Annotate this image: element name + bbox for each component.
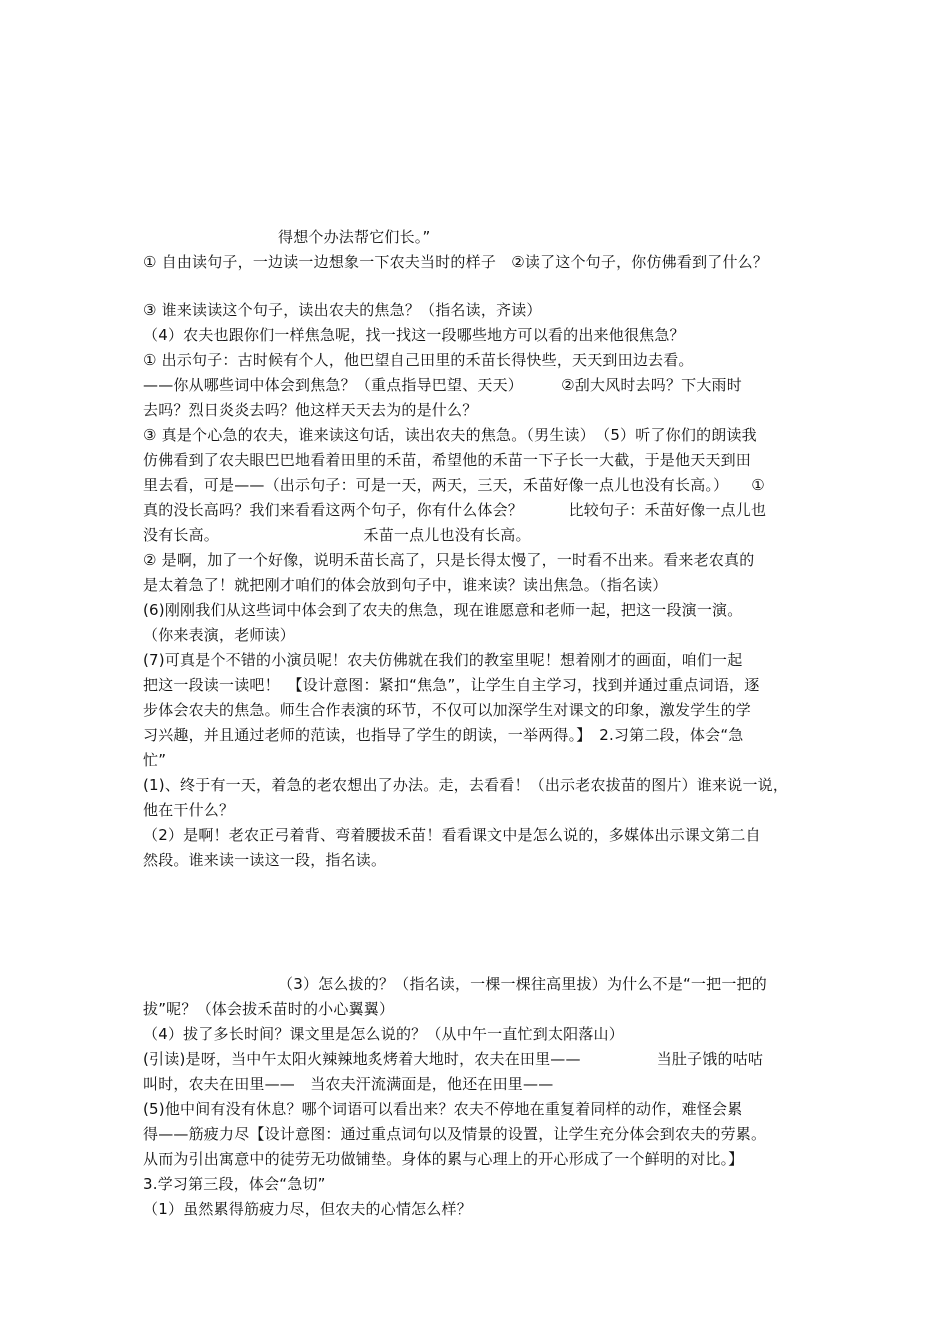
text-line: 得想个办法帮它们长。”	[278, 228, 431, 246]
text-line: ① 出示句子：古时候有个人，他巴望自己田里的禾苗长得快些，天天到田边去看。	[143, 351, 694, 369]
text-line: 叫时，农夫在田里—— 当农夫汗流满面是，他还在田里——	[143, 1075, 554, 1093]
text-line: 得——筋疲力尽【设计意图：通过重点词句以及情景的设置，让学生充分体会到农夫的劳累。	[143, 1125, 767, 1143]
text-line: ② 是啊，加了一个好像，说明禾苗长高了，只是长得太慢了，一时看不出来。看来老农真的	[143, 551, 755, 569]
text-line: 去吗？烈日炎炎去吗？他这样天天去为的是什么？	[143, 401, 478, 419]
text-line: ③ 谁来读读这个句子，读出农夫的焦急？（指名读，齐读）	[143, 301, 542, 319]
text-line: ——你从哪些词中体会到焦急？（重点指导巴望、天天） ②刮大风时去吗？下大雨时	[143, 376, 742, 394]
text-line: （1）虽然累得筋疲力尽，但农夫的心情怎么样？	[143, 1200, 472, 1218]
text-line: ③ 真是个心急的农夫，谁来读这句话，读出农夫的焦急。（男生读） （5）听了你们的朗读我	[143, 426, 757, 444]
text-line: 是太着急了！就把刚才咱们的体会放到句子中，谁来读？读出焦急。（指名读）	[143, 576, 668, 594]
text-line: 然段。谁来读一读这一段，指名读。	[143, 851, 387, 869]
text-line: 3.学习第三段，体会“急切”	[143, 1175, 326, 1193]
text-line: 步体会农夫的焦急。师生合作表演的环节，不仅可以加深学生对课文的印象，激发学生的学	[143, 701, 752, 719]
text-line: 他在干什么？	[143, 801, 235, 819]
text-line: 习兴趣，并且通过老师的范读，也指导了学生的朗读，一举两得。】 2.习第二段，体会“急	[143, 726, 744, 744]
text-line: （你来表演，老师读）	[143, 626, 296, 644]
text-line: （4）拔了多长时间？课文里是怎么说的？（从中午一直忙到太阳落山）	[143, 1025, 624, 1043]
text-line: 没有长高。 禾苗一点儿也没有长高。	[143, 526, 531, 544]
text-line: 拔”呢？（体会拔禾苗时的小心翼翼）	[143, 1000, 395, 1018]
text-line: 仿佛看到了农夫眼巴巴地看着田里的禾苗，希望他的禾苗一下子长一大截，于是他天天到田	[143, 451, 752, 469]
text-line: (7)可真是个不错的小演员呢！农夫仿佛就在我们的教室里呢！想着刚才的画面，咱们一起	[143, 651, 743, 669]
text-line: 里去看，可是——（出示句子：可是一天，两天，三天，禾苗好像一点儿也没有长高。） ①	[143, 476, 765, 494]
text-line: 从而为引出寓意中的徒劳无功做铺垫。身体的累与心理上的开心形成了一个鲜明的对比。】	[143, 1150, 744, 1168]
text-line: (引读)是呀，当中午太阳火辣辣地炙烤着大地时，农夫在田里—— 当肚子饿的咕咕	[143, 1050, 764, 1068]
text-line: （3）怎么拔的？（指名读，一棵一棵往高里拔）为什么不是“一把一把的	[278, 975, 767, 993]
text-line: （4）农夫也跟你们一样焦急呢，找一找这一段哪些地方可以看的出来他很焦急？	[143, 326, 685, 344]
text-line: 忙”	[143, 751, 167, 769]
text-line: (5)他中间有没有休息？哪个词语可以看出来？农夫不停地在重复着同样的动作，难怪会累	[143, 1100, 743, 1118]
text-line: ① 自由读句子，一边读一边想象一下农夫当时的样子 ②读了这个句子，你仿佛看到了什么？	[143, 253, 769, 271]
text-line: （2）是啊！老农正弓着背、弯着腰拔禾苗！看看课文中是怎么说的，多媒体出示课文第二自	[143, 826, 761, 844]
text-line: (1)、终于有一天，着急的老农想出了办法。走，去看看！（出示老农拔苗的图片）谁来说一说，	[143, 776, 789, 794]
text-line: (6)刚刚我们从这些词中体会到了农夫的焦急，现在谁愿意和老师一起，把这一段演一演。	[143, 601, 743, 619]
text-line: 真的没长高吗？我们来看看这两个句子，你有什么体会？ 比较句子：禾苗好像一点儿也	[143, 501, 767, 519]
text-line: 把这一段读一读吧！ 【设计意图：紧扣“焦急”，让学生自主学习，找到并通过重点词语，逐	[143, 676, 760, 694]
